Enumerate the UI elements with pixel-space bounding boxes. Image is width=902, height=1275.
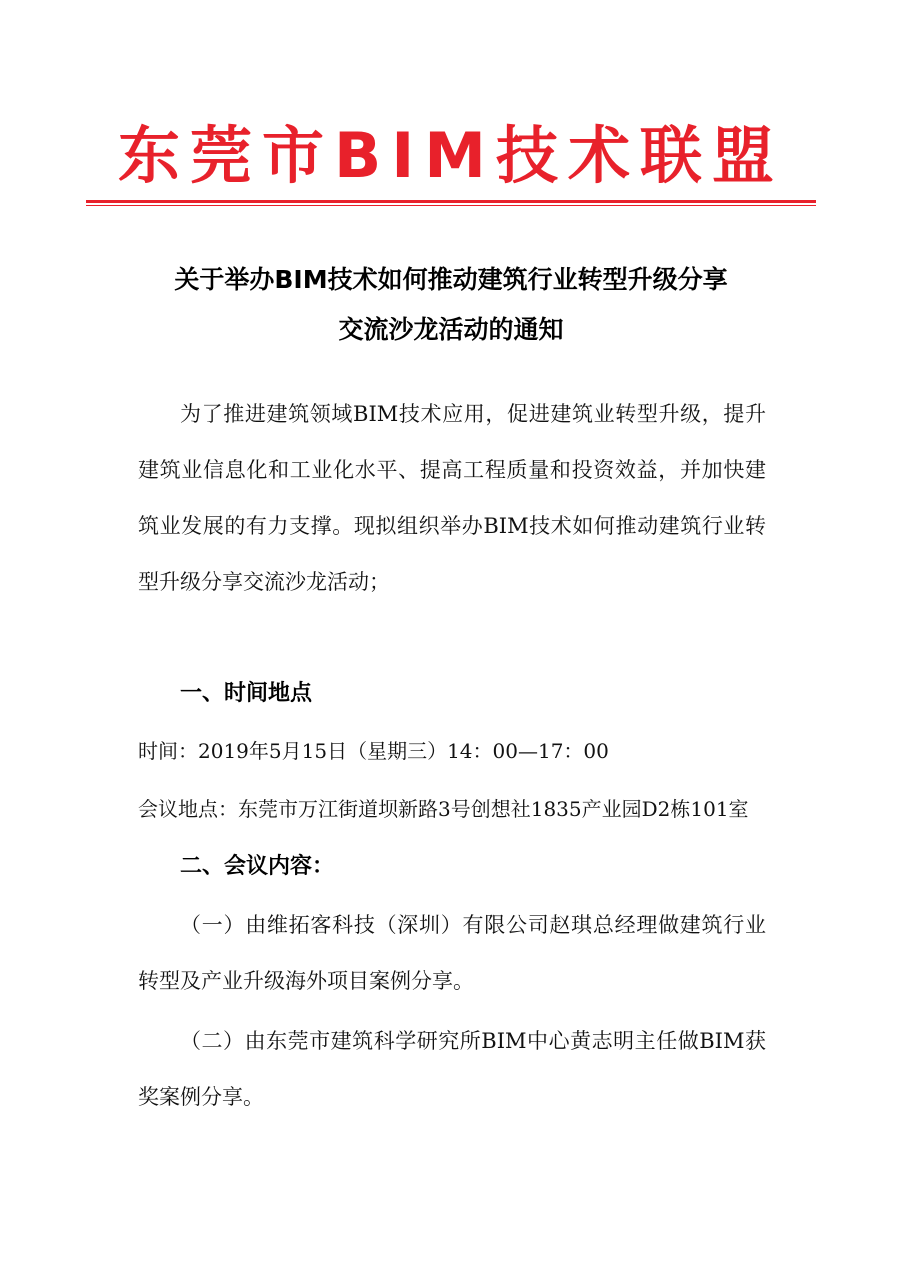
section1-heading: 一、时间地点 [180,681,313,706]
masthead-rule-thick [86,200,816,203]
section2-heading: 二、会议内容： [180,854,335,879]
masthead-rule-thin [86,205,816,206]
org-masthead: 东莞市BIM技术联盟 [117,119,785,192]
intro-paragraph: 为了推进建筑领域BIM技术应用，促进建筑业转型升级，提升建筑业信息化和工业化水平、提高工程质量和投资效益，并加快建筑业发展的有力支撑。现拟组织举办BIM技术如何推动建筑行业转型升级分享交流沙龙活动； [138,402,766,594]
agenda-item-1: （一）由维拓客科技（深圳）有限公司赵琪总经理做建筑行业转型及产业升级海外项目案例分享。 [138,913,766,993]
agenda-item-2: （二）由东莞市建筑科学研究所BIM中心黄志明主任做BIM获奖案例分享。 [138,1029,766,1109]
notice-title-line1: 关于举办BIM技术如何推动建筑行业转型升级分享 [174,265,728,294]
notice-title-line2: 交流沙龙活动的通知 [338,315,564,344]
meeting-location: 会议地点：东莞市万江街道坝新路3号创想社1835产业园D2栋101室 [138,797,749,821]
meeting-time: 时间：2019年5月15日（星期三）14：00—17：00 [138,739,609,763]
